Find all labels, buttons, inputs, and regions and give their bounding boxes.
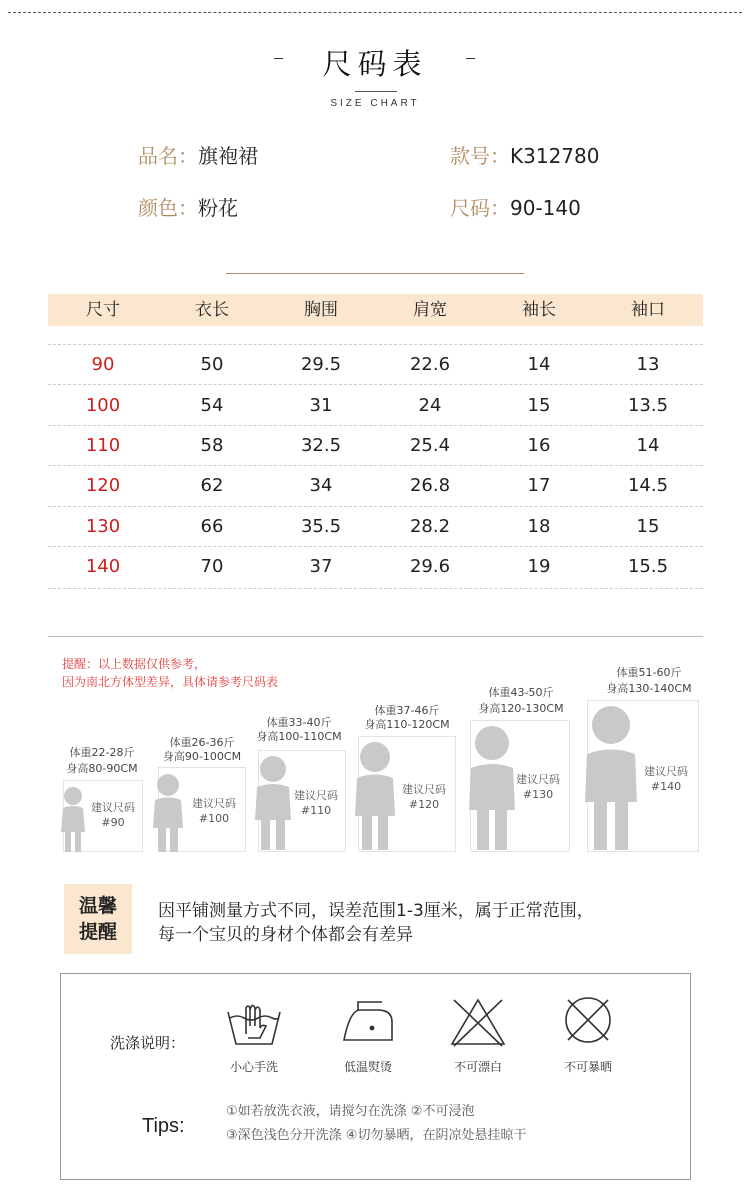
header-cell-cuff: 袖口 — [631, 300, 665, 320]
table-cell: 31 — [309, 395, 333, 416]
no-bleach-icon — [448, 996, 508, 1048]
figure-130-height: 身高120-130CM — [478, 702, 564, 715]
tips-line-1: ①如若放洗衣液，请搅匀在洗涤 ②不可浸泡 — [226, 1104, 475, 1119]
figure-120-weight: 体重37-46斤 — [374, 704, 440, 717]
figure-140-size: #140 — [650, 780, 682, 793]
header-cell-size: 尺寸 — [86, 300, 120, 320]
product-color — [138, 195, 238, 221]
notice-line-2: 因为南北方体型差异，具体请参考尺码表 — [62, 675, 279, 689]
product-size-range — [450, 195, 581, 221]
figure-100-size: #100 — [198, 812, 230, 825]
table-cell-size: 90 — [91, 354, 115, 375]
table-cell: 17 — [527, 475, 551, 496]
child-silhouette-icon — [150, 770, 186, 854]
table-cell-size: 130 — [85, 516, 121, 537]
table-cell: 24 — [418, 395, 442, 416]
table-row — [48, 426, 703, 466]
figure-110-weight: 体重33-40斤 — [266, 716, 332, 729]
table-cell-size: 100 — [85, 395, 121, 416]
section-divider — [226, 273, 524, 274]
table-cell: 66 — [200, 516, 224, 537]
table-cell: 32.5 — [300, 435, 342, 456]
product-size-value: 90-140 — [510, 196, 581, 220]
figure-140-height: 身高130-140CM — [606, 682, 692, 695]
size-table-header — [48, 294, 703, 326]
figure-90-weight: 体重22-28斤 — [69, 746, 135, 759]
table-row — [48, 466, 703, 506]
figure-90-height: 身高80-90CM — [66, 762, 138, 775]
table-cell: 26.8 — [409, 475, 451, 496]
table-cell: 14 — [527, 354, 551, 375]
table-row — [48, 547, 703, 587]
figure-140-suggest: 建议尺码 — [644, 765, 688, 778]
warm-tip-line-2: 每一个宝贝的身材个体都会有差异 — [158, 925, 413, 945]
page-subtitle: SIZE CHART — [330, 98, 420, 109]
figure-130-weight: 体重43-50斤 — [488, 686, 554, 699]
no-tumble-dry-icon — [558, 994, 618, 1046]
table-line — [48, 588, 703, 589]
product-style-value: K312780 — [510, 144, 600, 168]
table-cell: 14 — [636, 435, 660, 456]
child-silhouette-icon — [58, 782, 88, 854]
table-cell: 16 — [527, 435, 551, 456]
table-cell: 35.5 — [300, 516, 342, 537]
product-style-label: 款号： — [450, 144, 510, 168]
table-cell-size: 140 — [85, 556, 121, 577]
page-title: 尺码表 — [322, 47, 428, 81]
tips-label: Tips: — [142, 1115, 185, 1137]
title-dash-right — [466, 58, 475, 59]
header-cell-length: 衣长 — [195, 300, 229, 320]
product-color-label: 颜色： — [138, 196, 198, 220]
table-cell: 29.5 — [300, 354, 342, 375]
table-row — [48, 345, 703, 385]
header-cell-shoulder: 肩宽 — [413, 300, 447, 320]
figure-130-size: #130 — [522, 788, 554, 801]
warm-tip-badge-line-1: 温馨 — [78, 895, 117, 917]
table-line — [48, 384, 703, 385]
product-color-value: 粉花 — [198, 196, 238, 220]
table-cell: 34 — [309, 475, 333, 496]
header-cell-chest: 胸围 — [304, 300, 338, 320]
table-cell: 50 — [200, 354, 224, 375]
section-divider-gray — [48, 636, 703, 637]
table-cell: 62 — [200, 475, 224, 496]
product-name — [138, 143, 258, 169]
table-cell: 18 — [527, 516, 551, 537]
table-cell: 15 — [636, 516, 660, 537]
warm-tip-badge — [64, 884, 132, 954]
table-cell: 13.5 — [627, 395, 669, 416]
table-cell: 15 — [527, 395, 551, 416]
product-size-label: 尺码： — [450, 196, 510, 220]
child-silhouette-icon — [352, 738, 398, 852]
table-cell: 37 — [309, 556, 333, 577]
care-label: 洗涤说明： — [110, 1034, 186, 1052]
top-dashed-divider — [8, 12, 742, 13]
warm-tip-line-1: 因平铺测量方式不同，误差范围1-3厘米，属于正常范围， — [158, 901, 594, 921]
figure-100-weight: 体重26-36斤 — [169, 736, 235, 749]
tips-line-2: ③深色浅色分开洗涤 ④切勿暴晒，在阴凉处悬挂晾干 — [226, 1128, 527, 1143]
figure-120-height: 身高110-120CM — [364, 718, 450, 731]
product-style — [450, 143, 599, 169]
table-cell: 14.5 — [627, 475, 669, 496]
title-underline — [355, 91, 397, 92]
header-cell-sleeve: 袖长 — [522, 300, 556, 320]
table-row — [48, 386, 703, 426]
product-name-value: 旗袍裙 — [198, 144, 258, 168]
table-cell-size: 110 — [85, 435, 121, 456]
notice-line-1: 提醒：以上数据仅供参考， — [62, 657, 207, 671]
table-cell: 22.6 — [409, 354, 451, 375]
warm-tip-badge-line-2: 提醒 — [78, 921, 117, 943]
table-cell: 25.4 — [409, 435, 451, 456]
table-cell: 54 — [200, 395, 224, 416]
figure-90-suggest: 建议尺码 — [91, 801, 135, 814]
figure-110-height: 身高100-110CM — [256, 730, 342, 743]
table-cell: 29.6 — [409, 556, 451, 577]
figure-100-suggest: 建议尺码 — [192, 797, 236, 810]
table-cell: 15.5 — [627, 556, 669, 577]
table-cell: 19 — [527, 556, 551, 577]
figure-100-height: 身高90-100CM — [162, 750, 242, 763]
table-row — [48, 507, 703, 547]
table-cell: 58 — [200, 435, 224, 456]
child-silhouette-icon — [582, 702, 640, 852]
figure-120-size: #120 — [408, 798, 440, 811]
figure-120-suggest: 建议尺码 — [402, 783, 446, 796]
low-iron-icon — [338, 998, 398, 1050]
table-cell: 70 — [200, 556, 224, 577]
low-iron-caption: 低温熨烫 — [343, 1060, 392, 1074]
figure-130-suggest: 建议尺码 — [516, 773, 560, 786]
no-tumble-dry-caption: 不可暴晒 — [563, 1060, 612, 1074]
figure-90-size: #90 — [101, 816, 125, 829]
hand-wash-icon — [224, 998, 284, 1050]
figure-110-size: #110 — [300, 804, 332, 817]
table-cell: 13 — [636, 354, 660, 375]
table-cell-size: 120 — [85, 475, 121, 496]
hand-wash-caption: 小心手洗 — [229, 1060, 278, 1074]
table-cell: 28.2 — [409, 516, 451, 537]
figure-110-suggest: 建议尺码 — [294, 789, 338, 802]
figure-140-weight: 体重51-60斤 — [616, 666, 682, 679]
product-name-label: 品名： — [138, 144, 198, 168]
no-bleach-caption: 不可漂白 — [453, 1060, 502, 1074]
